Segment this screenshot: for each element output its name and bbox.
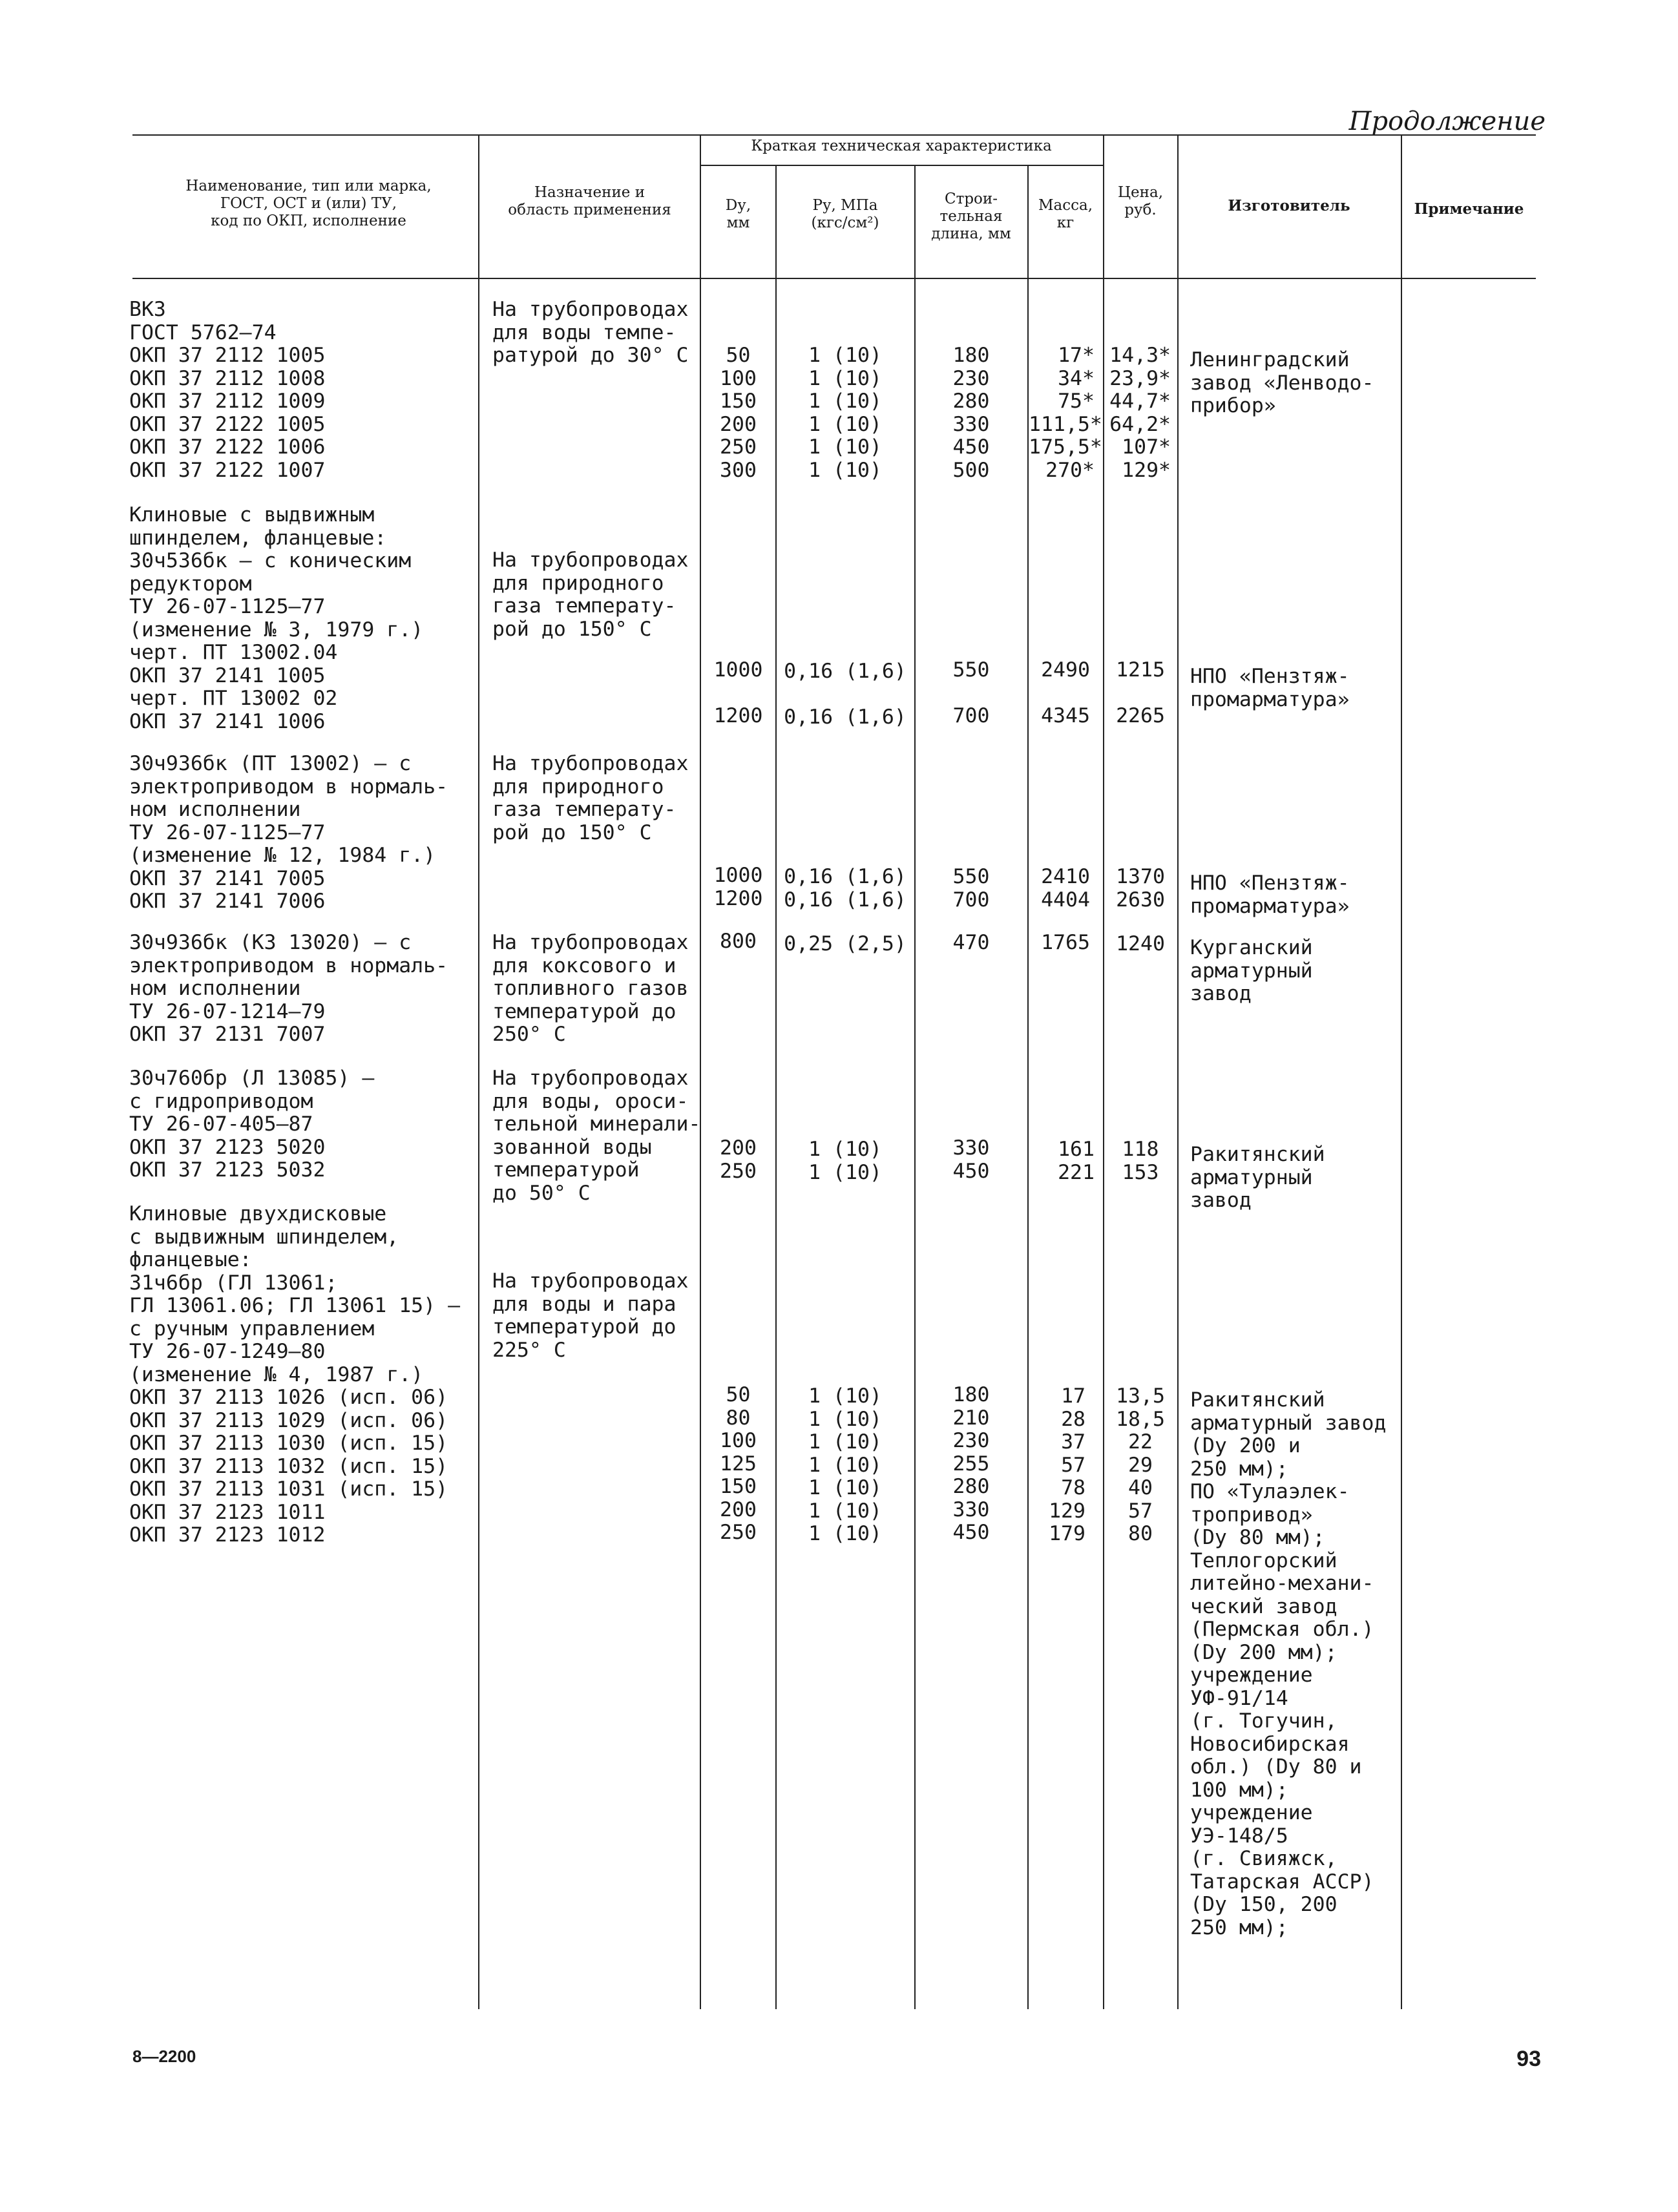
row-name: 30ч760бр (Л 13085) — с гидроприводом ТУ 26-07-405—87 ОКП 37 2123 5020 ОКП 37 2123 5032 [129,1067,375,1182]
header-py: Pу, МПа (кгс/см²) [811,197,879,231]
header-length: Строи- тельная длина, мм [931,191,1011,242]
row-mass: 2410 4404 [1041,865,1090,912]
row-mass: 161 221 [1058,1138,1095,1184]
continuation-label: Продолжение [1348,107,1546,136]
header-dy: Dу, мм [725,197,751,231]
row-name: ВКЗ ГОСТ 5762—74 ОКП 37 2112 1005 ОКП 37 2112 1008 ОКП 37 2112 1009 ОКП 37 2122 1005 ОКП 37 2122 1006 ОКП 37 2122 1007 [129,298,326,482]
row-length: 550 700 [952,658,990,727]
col-divider [1177,136,1179,2009]
row-maker: Ракитянский арматурный завод (Dу 200 и 250 мм); ПО «Тулаэлек- тропривод» (Dу 80 мм); Теплогорский литейно-механи- ческий завод (Пермская обл.) (Dу 200 мм); учреждение УФ-91/14 (г. Тогучин, Новосибирская обл.) (Dу 80 и 100 мм); учреждение УЭ-148/5 (г. Свияжск, Татарская АССР) (Dу 150, 200 250 мм); [1190,1388,1387,1939]
row-dy: 50 80 100 125 150 200 250 [720,1383,757,1544]
row-name: Клиновые двухдисковые с выдвижным шпинделем, фланцевые: 31ч6бр (ГЛ 13061; ГЛ 13061.06; ГЛ 13061 15) — с ручным управлением ТУ 26-07-1249—80 (изменение № 4, 1987 г.) ОКП 37 2113 1026 (исп. 06) ОКП 37 2113 1029 (исп. 06) ОКП 37 2113 1030 (исп. 15) ОКП 37 2113 1032 (исп. 15) ОКП 37 2113 1031 (исп. 15) ОКП 37 2123 1011 ОКП 37 2123 1012 [129,1202,461,1547]
tech-header-rule [700,165,1103,166]
row-dy: 800 [720,930,757,953]
header-bottom-rule [132,278,1536,279]
row-py: 0,16 (1,6) 0,16 (1,6) [784,865,907,912]
row-purpose: На трубопроводах для воды и пара температурой до 225° С [492,1269,689,1362]
row-py: 0,25 (2,5) [784,932,907,955]
row-maker: Ленинградский завод «Ленводо- прибор» [1190,348,1374,417]
row-length: 180 230 280 330 450 500 [952,344,990,482]
header-name: Наименование, тип или марка, ГОСТ, ОСТ и (или) ТУ, код по ОКП, исполнение [185,178,432,229]
row-dy: 50 100 150 200 250 300 [720,344,757,482]
col-divider [1401,136,1402,2009]
row-length: 180 210 230 255 280 330 450 [952,1383,990,1544]
row-purpose: На трубопроводах для воды, ороси- тельной минерали- зованной воды температурой до 50° С [492,1067,701,1205]
header-note: Примечание [1414,200,1524,218]
header-purpose: Назначение и область применения [508,184,671,218]
row-price: 1240 [1116,932,1165,955]
row-maker: Курганский арматурный завод [1190,936,1313,1005]
row-mass: 17 28 37 57 78 129 179 [1049,1384,1085,1545]
header-mass: Масса, кг [1038,197,1093,231]
row-purpose: На трубопроводах для природного газа температу- рой до 150° С [492,752,689,844]
header-price: Цена, руб. [1117,184,1164,218]
row-price: 14,3* 23,9* 44,7* 64,2* 107* 129* [1109,344,1171,482]
row-purpose: На трубопроводах для воды темпе- ратурой до 30° С [492,298,689,367]
row-name: 30ч936бк (КЗ 13020) — с электроприводом в нормаль- ном исполнении ТУ 26-07-1214—79 ОКП 37 2131 7007 [129,931,448,1046]
row-purpose: На трубопроводах для природного газа температу- рой до 150° С [492,548,689,641]
row-dy: 200 250 [720,1136,757,1183]
header-tech: Краткая техническая характеристика [751,138,1052,154]
row-price: 1370 2630 [1116,865,1165,912]
row-mass: 1765 [1041,931,1090,954]
row-py: 1 (10) 1 (10) [808,1138,882,1184]
page-number: 93 [1516,2047,1541,2071]
row-mass: 2490 4345 [1041,658,1090,727]
row-purpose: На трубопроводах для коксового и топливного газов температурой до 250° С [492,931,689,1046]
col-divider [478,136,479,2009]
row-length: 470 [952,931,990,954]
row-length: 550 700 [952,865,990,912]
row-name: 30ч936бк (ПТ 13002) — с электроприводом в нормаль- ном исполнении ТУ 26-07-1125—77 (изменение № 12, 1984 г.) ОКП 37 2141 7005 ОКП 37 2141 7006 [129,752,448,913]
header-maker: Изготовитель [1228,197,1350,214]
row-maker: Ракитянский арматурный завод [1190,1143,1325,1212]
row-name: Клиновые с выдвижным шпинделем, фланцевые: 30ч536бк — с коническим редуктором ТУ 26-07-1125—77 (изменение № 3, 1979 г.) черт. ПТ 13002.04 ОКП 37 2141 1005 черт. ПТ 13002 02 ОКП 37 2141 1006 [129,503,424,733]
table-top-rule [132,134,1536,136]
row-maker: НПО «Пензтяж- промарматура» [1190,871,1350,918]
row-py: 0,16 (1,6) 0,16 (1,6) [784,660,907,729]
row-price: 1215 2265 [1116,658,1165,727]
row-maker: НПО «Пензтяж- промарматура» [1190,665,1350,711]
row-dy: 1000 1200 [713,658,763,727]
row-py: 1 (10) 1 (10) 1 (10) 1 (10) 1 (10) 1 (10) 1 (10) [808,1384,882,1545]
row-price: 13,5 18,5 22 29 40 57 80 [1116,1384,1165,1545]
row-price: 118 153 [1122,1138,1159,1184]
row-py: 1 (10) 1 (10) 1 (10) 1 (10) 1 (10) 1 (10) [808,344,882,482]
printer-signature: 8—2200 [132,2047,196,2066]
row-length: 330 450 [952,1136,990,1183]
row-mass: 17* 34* 75* 111,5* 175,5* 270* [1029,344,1102,482]
row-dy: 1000 1200 [713,864,763,910]
